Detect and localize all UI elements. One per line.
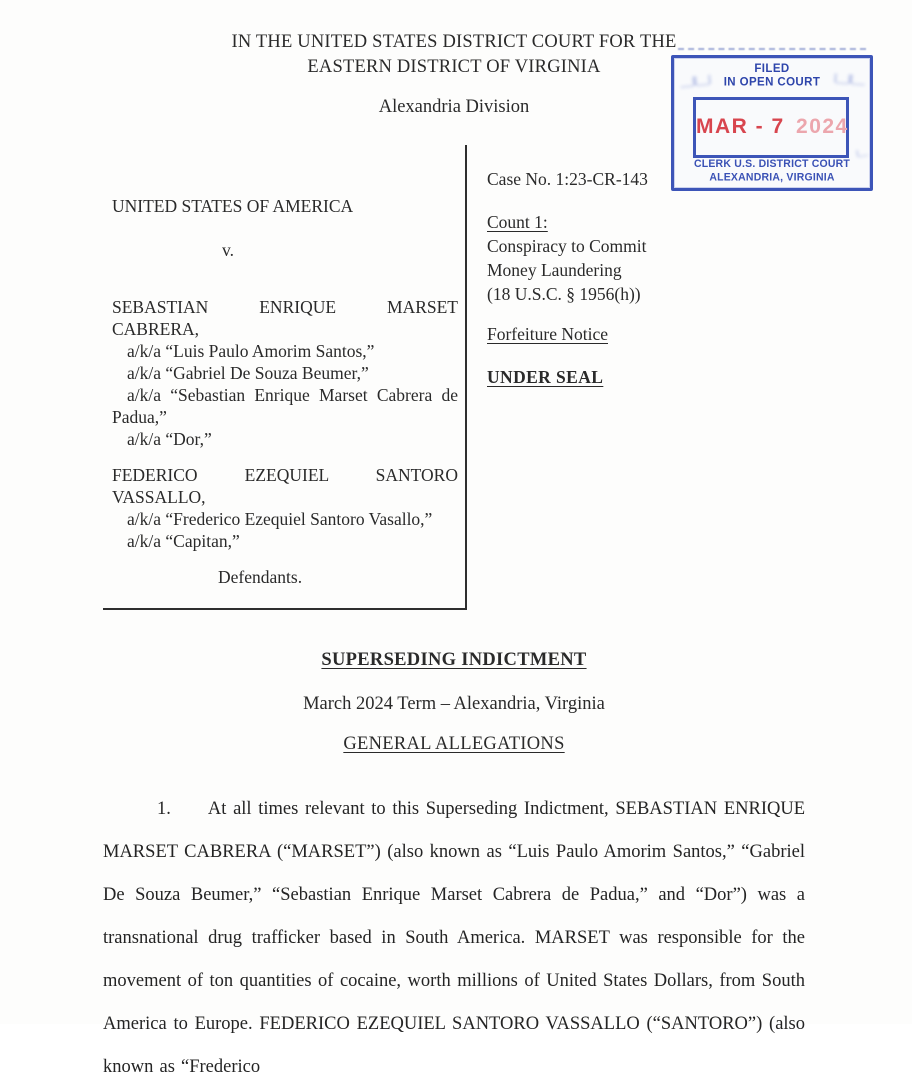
term-line: March 2024 Term – Alexandria, Virginia (303, 694, 605, 714)
versus-label: v. (222, 240, 234, 260)
defendant1-name-line2: CABRERA, (112, 319, 200, 339)
count-1-block (487, 210, 687, 306)
defendant2-name-line1: FEDERICO EZEQUIEL SANTORO (112, 465, 458, 485)
case-caption (103, 145, 467, 610)
defendants-label: Defendants. (218, 567, 303, 587)
court-header-line2: EASTERN DISTRICT OF VIRGINIA (307, 56, 601, 77)
stamp-date-box (693, 97, 849, 158)
stamp-clerk-line1: CLERK U.S. DISTRICT COURT (693, 157, 851, 170)
filed-stamp (671, 48, 873, 191)
forfeiture-notice: Forfeiture Notice (487, 324, 608, 344)
ink-smudge-icon: ᎒﹏ (855, 147, 868, 160)
stamp-date-day: MAR - 7 (696, 115, 785, 138)
court-header-line1: IN THE UNITED STATES DISTRICT COURT FOR THE (231, 32, 677, 52)
defendant1-name-line1: SEBASTIAN ENRIQUE MARSET (112, 297, 458, 317)
defendant1-alias: a/k/a “Luis Paulo Amorim Santos,” (127, 341, 375, 361)
stamp-edge-mark (678, 48, 866, 50)
count-1-statute: (18 U.S.C. § 1956(h)) (487, 284, 641, 304)
stamp-date-year: 2024 (796, 115, 849, 138)
case-info-column (487, 163, 687, 389)
stamp-filed-line1: FILED (754, 62, 790, 75)
plaintiff-name: UNITED STATES OF AMERICA (112, 196, 354, 216)
count-1-label: Count 1: (487, 212, 548, 232)
case-number: Case No. 1:23-CR-143 (487, 169, 648, 189)
stamp-clerk-line2: ALEXANDRIA, VIRGINIA (709, 170, 835, 184)
section-heading-general-allegations: GENERAL ALLEGATIONS (343, 734, 565, 754)
division-line: Alexandria Division (378, 97, 530, 117)
defendant1-alias: a/k/a “Sebastian Enrique Marset Cabrera de Padua,” (112, 385, 458, 427)
stamp-outer-box (671, 55, 873, 191)
stamp-clerk-text (674, 157, 870, 183)
stamp-date (696, 115, 849, 139)
count-1-charge-line1: Conspiracy to Commit (487, 236, 647, 256)
defendant2-alias: a/k/a “Capitan,” (127, 531, 240, 551)
paragraph-1 (103, 788, 805, 1089)
stamp-filed-line2: IN OPEN COURT (723, 75, 821, 89)
under-seal-label: UNDER SEAL (487, 367, 604, 387)
paragraph-1-text: At all times relevant to this Superseding Indictment, SEBASTIAN ENRIQUE MARSET CABRERA (“MARSET”) (also known as “Luis Paulo Amorim Santos,” “Gabriel De Souza Beumer,” “Sebastian Enrique Marset Cabrera de Padua,” and “Dor”) was a transnational drug trafficker based in South America. MARSET was responsible for the movement of ton quantities of cocaine, worth millions of United States Dollars, from South America to Europe. FEDERICO EZEQUIEL SANTORO VASSALLO (“SANTORO”) (also known as “Frederico (103, 798, 805, 1077)
stamp-filed-text (674, 62, 870, 88)
document-title: SUPERSEDING INDICTMENT (321, 650, 587, 670)
ink-smudge-icon: ᎒﹏᎒᎒﹏ (833, 69, 865, 88)
defendant2-name-line2: VASSALLO, (112, 487, 206, 507)
defendant1-alias: a/k/a “Gabriel De Souza Beumer,” (127, 363, 369, 383)
paragraph-1-number: 1. (157, 798, 171, 819)
defendant1-alias: a/k/a “Dor,” (127, 429, 212, 449)
count-1-charge-line2: Money Laundering (487, 260, 622, 280)
ink-smudge-icon: ﹏᎒᎒﹏᎒ (679, 71, 711, 90)
defendant2-alias: a/k/a “Frederico Ezequiel Santoro Vasallo,” (127, 509, 433, 529)
